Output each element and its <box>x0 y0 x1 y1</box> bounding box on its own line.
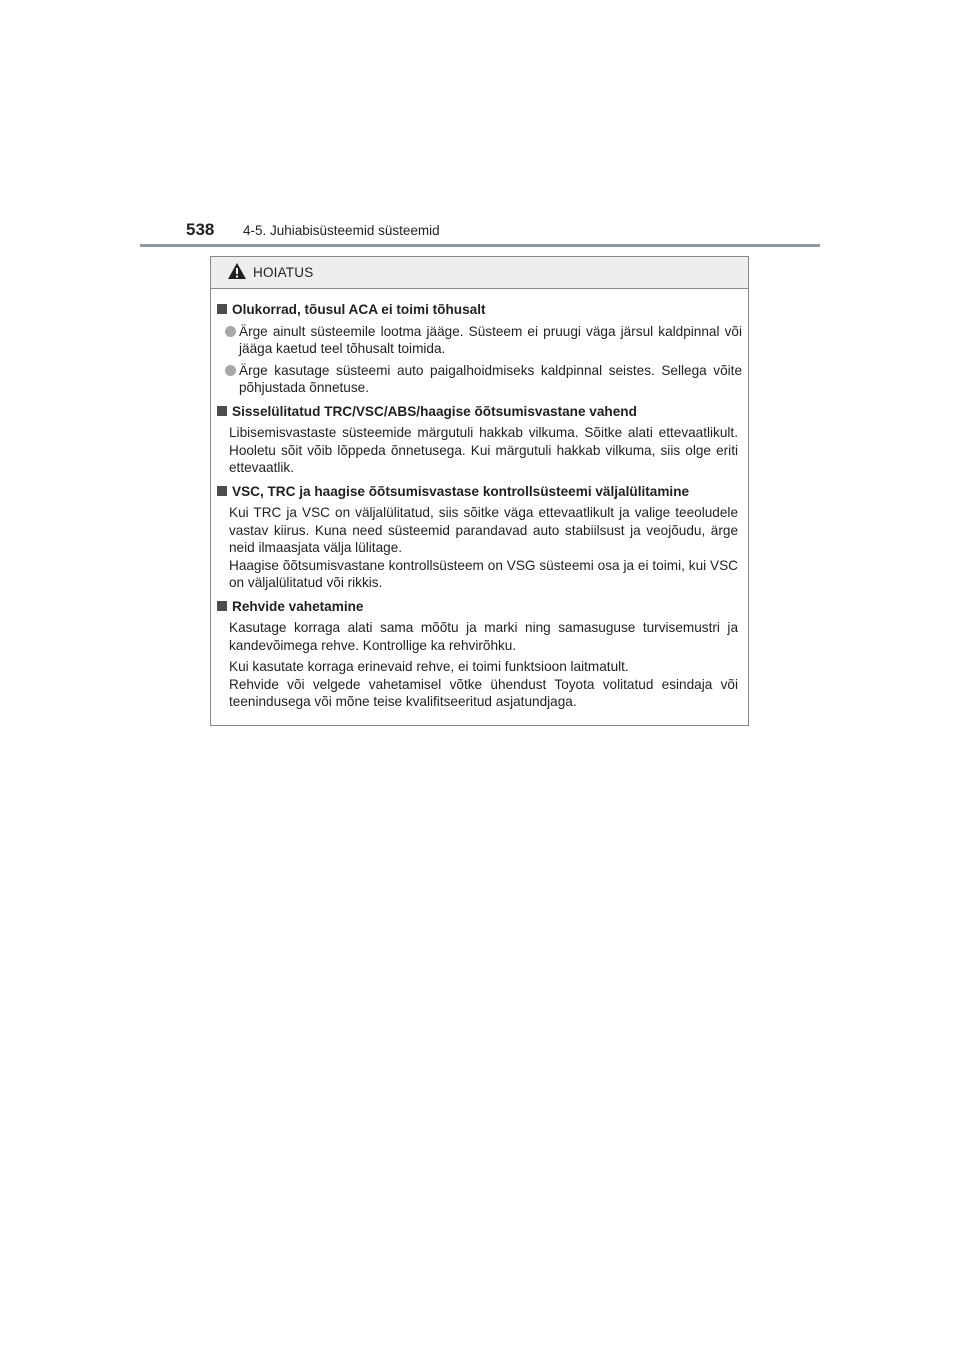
list-item-text: Ärge ainult süsteemile lootma jääge. Süsteem ei pruugi väga järsul kaldpinnal või jääga kaetud teel tõhusalt toimida. <box>239 323 742 356</box>
paragraph-line: Kui kasutate korraga erinevaid rehve, ei toimi funktsioon laitmatult. <box>229 659 629 674</box>
section-heading <box>217 598 742 616</box>
section-heading-text: Sisselülitatud TRC/VSC/ABS/haagise õõtsumisvastane vahend <box>232 403 637 419</box>
section-heading <box>217 403 742 421</box>
square-bullet-icon <box>217 486 227 496</box>
round-bullet-icon <box>225 365 236 376</box>
section-trc-active <box>217 403 742 477</box>
page-number: 538 <box>186 220 215 239</box>
paragraph <box>217 504 742 592</box>
warning-triangle-icon <box>227 262 247 280</box>
section-heading-text: Rehvide vahetamine <box>232 598 364 614</box>
paragraph <box>217 658 742 711</box>
list-item <box>217 362 742 397</box>
warning-body <box>211 289 748 711</box>
warning-box <box>210 256 749 726</box>
paragraph-line: Haagise õõtsumisvastane kontrollsüsteem on VSG süsteemi osa ja ei toimi, kui VSC on väljalülitatud või rikkis. <box>229 557 738 590</box>
square-bullet-icon <box>217 406 227 416</box>
section-heading <box>217 301 742 319</box>
round-bullet-icon <box>225 326 236 337</box>
page-header <box>140 216 820 246</box>
list-item-text: Ärge kasutage süsteemi auto paigalhoidmiseks kaldpinnal seistes. Sellega võite põhjustada õnnetuse. <box>239 362 742 395</box>
square-bullet-icon <box>217 304 227 314</box>
list-item <box>217 323 742 358</box>
paragraph-line: Rehvide või velgede vahetamisel võtke ühendust Toyota volitatud esindaja või teenindusega või mõne teise kvalifitseeritud asjatundjaga. <box>229 676 738 709</box>
section-heading-text: VSC, TRC ja haagise õõtsumisvastase kontrollsüsteemi väljalülitamine <box>232 483 690 499</box>
section-disable-systems <box>217 483 742 592</box>
section-aca <box>217 301 742 397</box>
paragraph: Libisemisvastaste süsteemide märgutuli hakkab vilkuma. Sõitke alati ettevaatlikult. Hooletu sõit võib lõppeda õnnetusega. Kui märgutuli hakkab vilkuma, siis olge eriti ettevaatlik. <box>229 425 738 475</box>
section-tire-change <box>217 598 742 711</box>
section-title: 4-5. Juhiabisüsteemid süsteemid <box>243 223 440 238</box>
paragraph-line: Kui TRC ja VSC on väljalülitatud, siis sõitke väga ettevaatlikult ja valige teeoludele vastav kiirus. Kuna need süsteemid parandavad auto stabiilsust ja veojõudu, ärge neid ilmaasjata välja lülitage. <box>229 505 738 555</box>
header-rule <box>140 244 820 247</box>
warning-header <box>211 257 748 289</box>
paragraph: Kasutage korraga alati sama mõõtu ja marki ning samasuguse turvisemustri ja kandevõimega rehve. Kontrollige ka rehvirõhku. <box>229 620 738 653</box>
square-bullet-icon <box>217 601 227 611</box>
section-heading <box>217 483 742 501</box>
section-heading-text: Olukorrad, tõusul ACA ei toimi tõhusalt <box>232 302 486 317</box>
warning-title: HOIATUS <box>253 265 314 280</box>
